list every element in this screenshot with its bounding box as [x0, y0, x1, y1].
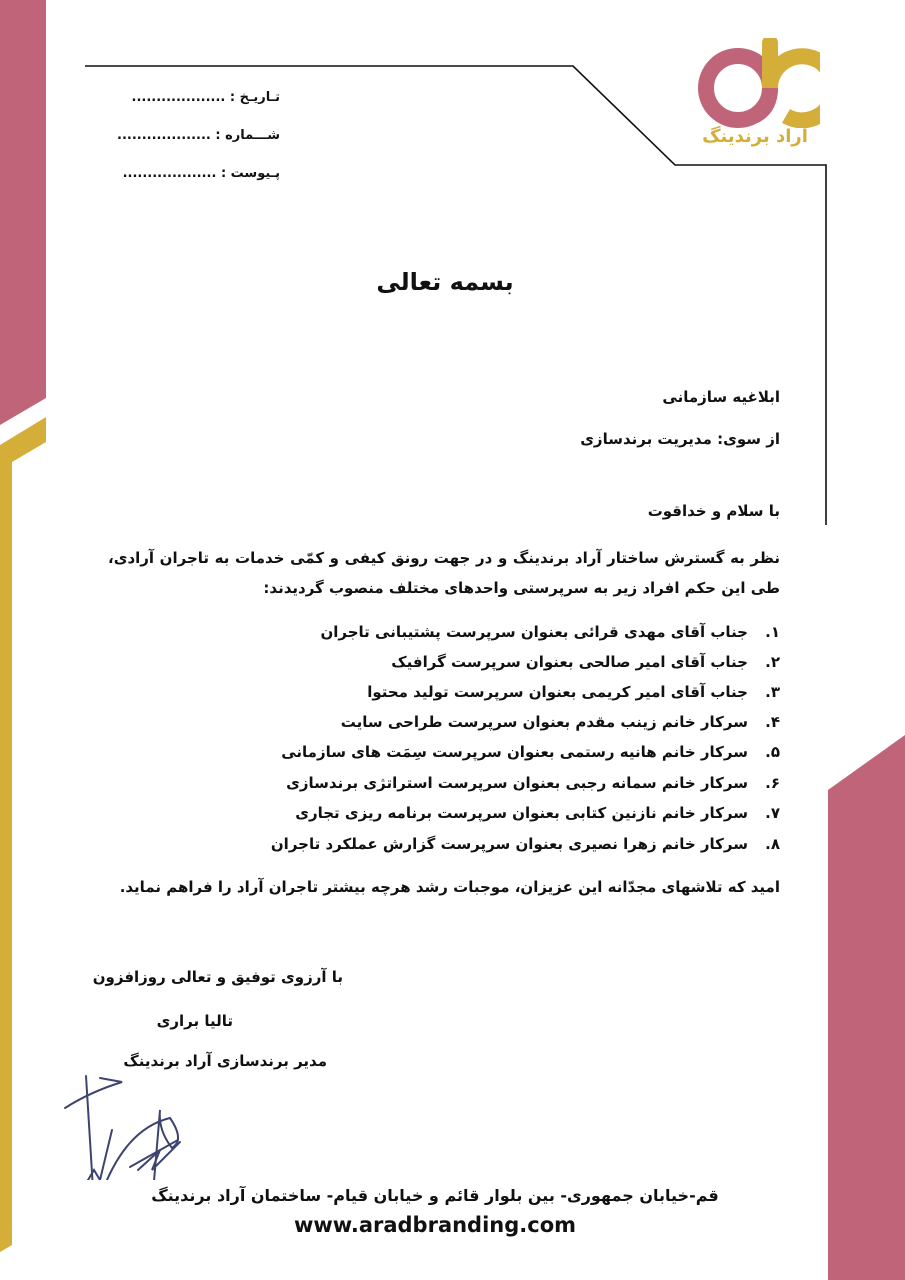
- attachment-field: پـیوست : ...................: [122, 166, 280, 181]
- footer-address: قم-خیابان جمهوری- بین بلوار قائم و خیابان قیام- ساختمان آراد برندینگ: [151, 1186, 719, 1205]
- signature: [60, 1030, 260, 1180]
- signoff-wish: با آرزوی توفیق و تعالی روزافزون: [92, 968, 343, 986]
- number-field: شـــماره : ...................: [117, 128, 280, 143]
- logo-text: آراد برندینگ: [702, 126, 808, 147]
- left-gold-bar: [0, 417, 46, 1252]
- logo-mark-icon: [690, 38, 820, 128]
- list-item: ۶.سرکار خانم سمانه رجبی بعنوان سرپرست استراتژی برندسازی: [286, 774, 780, 792]
- signer-position: مدیر برندسازی آراد برندینگ: [123, 1052, 327, 1070]
- page-title: بسمه تعالی: [376, 268, 514, 296]
- list-item: ۴.سرکار خانم زینب مقدم بعنوان سرپرست طراحی سایت: [340, 713, 780, 731]
- subject: ابلاغیه سازمانی: [662, 388, 780, 406]
- date-field: تـاریـخ : ...................: [131, 90, 280, 105]
- list-item: ۳.جناب آقای امیر کریمی بعنوان سرپرست تولید محتوا: [367, 683, 780, 701]
- greeting: با سلام و خداقوت: [647, 502, 780, 520]
- list-item: ۸.سرکار خانم زهرا نصیری بعنوان سرپرست گزارش عملکرد تاجران: [270, 835, 780, 853]
- signer-name: تالیا براری: [156, 1012, 233, 1030]
- list-item: ۱.جناب آقای مهدی قرائی بعنوان سرپرست پشتیبانی تاجران: [320, 623, 780, 641]
- left-pink-bar: [0, 0, 46, 425]
- from-line: از سوی: مدیریت برندسازی: [580, 430, 780, 448]
- intro-paragraph: نظر به گسترش ساختار آراد برندینگ و در جهت رونق کیفی و کمّی خدمات به تاجران آرادی، طی این حکم افراد زیر به سرپرستی واحدهای مختلف منصوب گردیدند:: [108, 549, 780, 597]
- closing-text: امید که تلاشهای مجدّانه این عزیزان، موجبات رشد هرچه بیشتر تاجران آراد را فراهم نماید.: [119, 878, 780, 896]
- footer-website[interactable]: www.aradbranding.com: [293, 1213, 577, 1237]
- list-item: ۷.سرکار خانم نازنین کتابی بعنوان سرپرست برنامه ریزی تجاری: [295, 804, 780, 822]
- list-item: ۵.سرکار خانم هانیه رستمی بعنوان سرپرست سِمَت های سازمانی: [281, 743, 780, 761]
- logo: [690, 38, 820, 158]
- list-item: ۲.جناب آقای امیر صالحی بعنوان سرپرست گرافیک: [391, 653, 780, 671]
